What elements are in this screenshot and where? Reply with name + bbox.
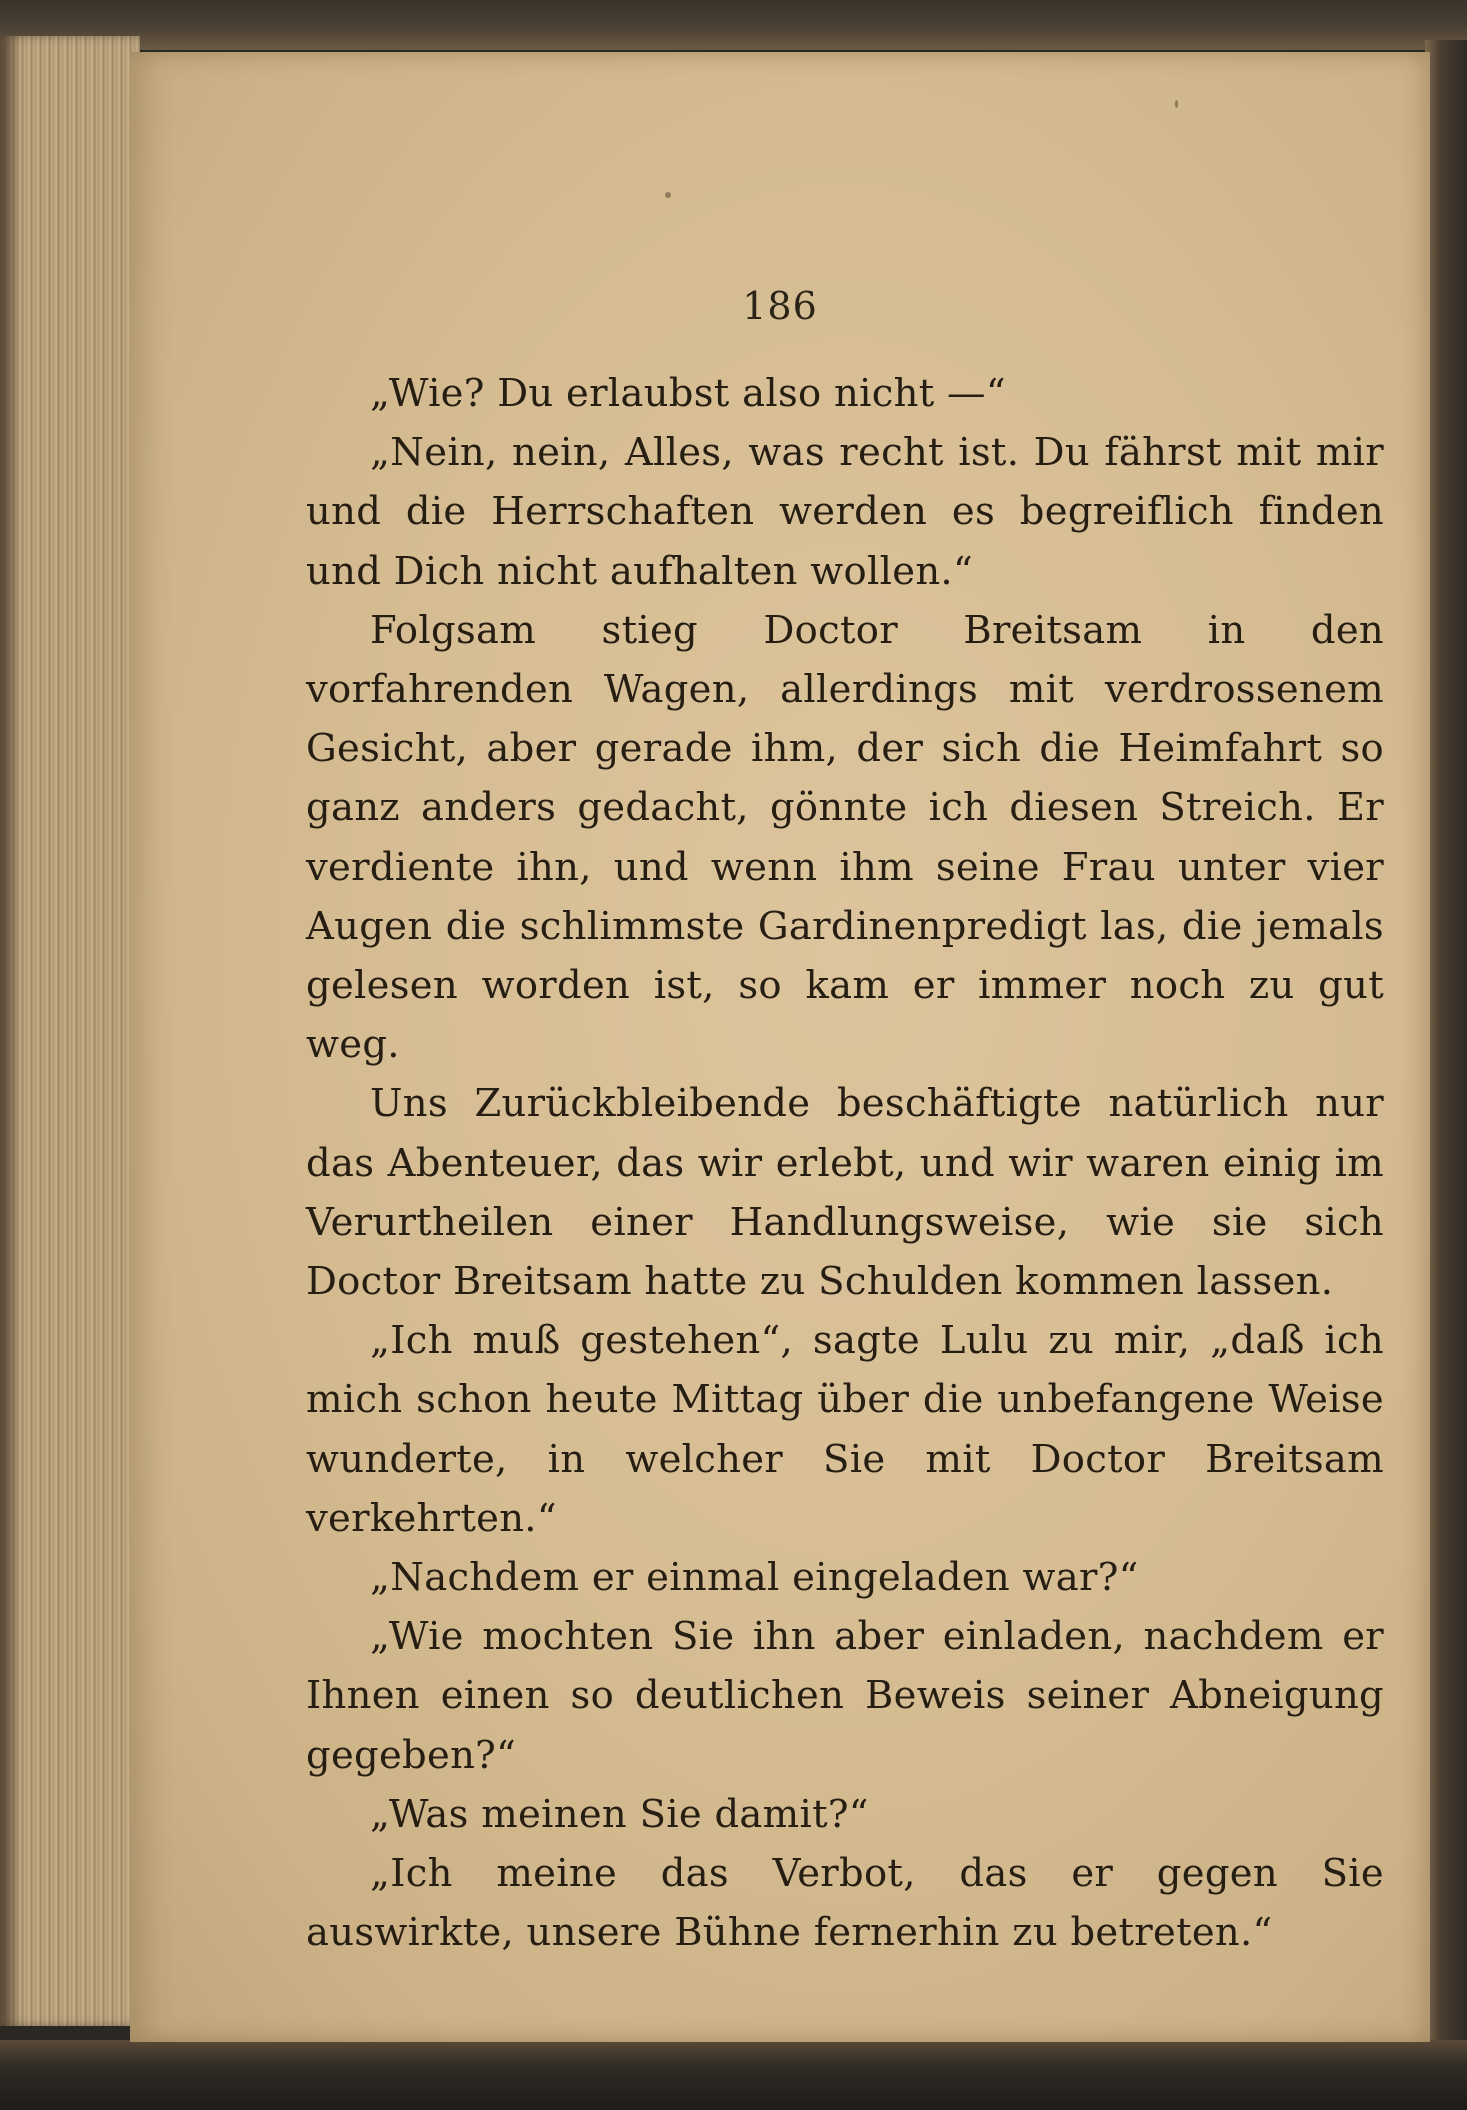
paragraph: „Nachdem er einmal eingeladen war?“ — [370, 1555, 1139, 1601]
book-binding-top — [0, 0, 1467, 50]
paragraph: Folgsam stieg Doctor Breitsam in den vorfahrenden Wagen, allerdings mit verdrossenem Gesicht, aber gerade ihm, der sich die Heimfahrt so ganz anders gedacht, gönnte ich diesen Streich. Er verdiente ihn, und wenn ihm seine Frau unter vier Augen die schlimmste Gardinenpredigt las, die jemals gelesen worden ist, so kam er immer noch zu gut weg. — [306, 607, 1384, 1068]
page-block-edges — [0, 36, 140, 2026]
paragraph: „Ich meine das Verbot, das er gegen Sie auswirkte, unsere Bühne fernerhin zu betreten.“ — [306, 1851, 1384, 1956]
book-page — [130, 52, 1430, 2042]
book-binding-bottom — [0, 2040, 1467, 2110]
paragraph: „Wie? Du erlaubst also nicht —“ — [370, 371, 1006, 416]
paragraph: „Wie mochten Sie ihn aber einladen, nachdem er Ihnen einen so deutlichen Beweis seiner Abneigung gegeben?“ — [306, 1614, 1384, 1778]
book-binding-right — [1425, 40, 1467, 2070]
paragraph: „Was meinen Sie damit?“ — [370, 1791, 869, 1837]
body-text — [306, 364, 1384, 1962]
paper-speck — [1175, 100, 1178, 108]
page-number: 186 — [742, 284, 818, 328]
paragraph: „Nein, nein, Alles, was recht ist. Du fährst mit mir und die Herrschaften werden es begreiflich finden und Dich nicht aufhalten wollen.“ — [306, 430, 1384, 594]
paragraph: Uns Zurückbleibende beschäftigte natürlich nur das Abenteuer, das wir erlebt, und wir waren einig im Verurtheilen einer Handlungsweise, wie sie sich Doctor Breitsam hatte zu Schulden kommen lassen. — [306, 1081, 1384, 1305]
paper-speck — [665, 192, 671, 198]
paragraph: „Ich muß gestehen“, sagte Lulu zu mir, „daß ich mich schon heute Mittag über die unbefangene Weise wunderte, in welcher Sie mit Doctor Breitsam verkehrten.“ — [306, 1318, 1384, 1541]
